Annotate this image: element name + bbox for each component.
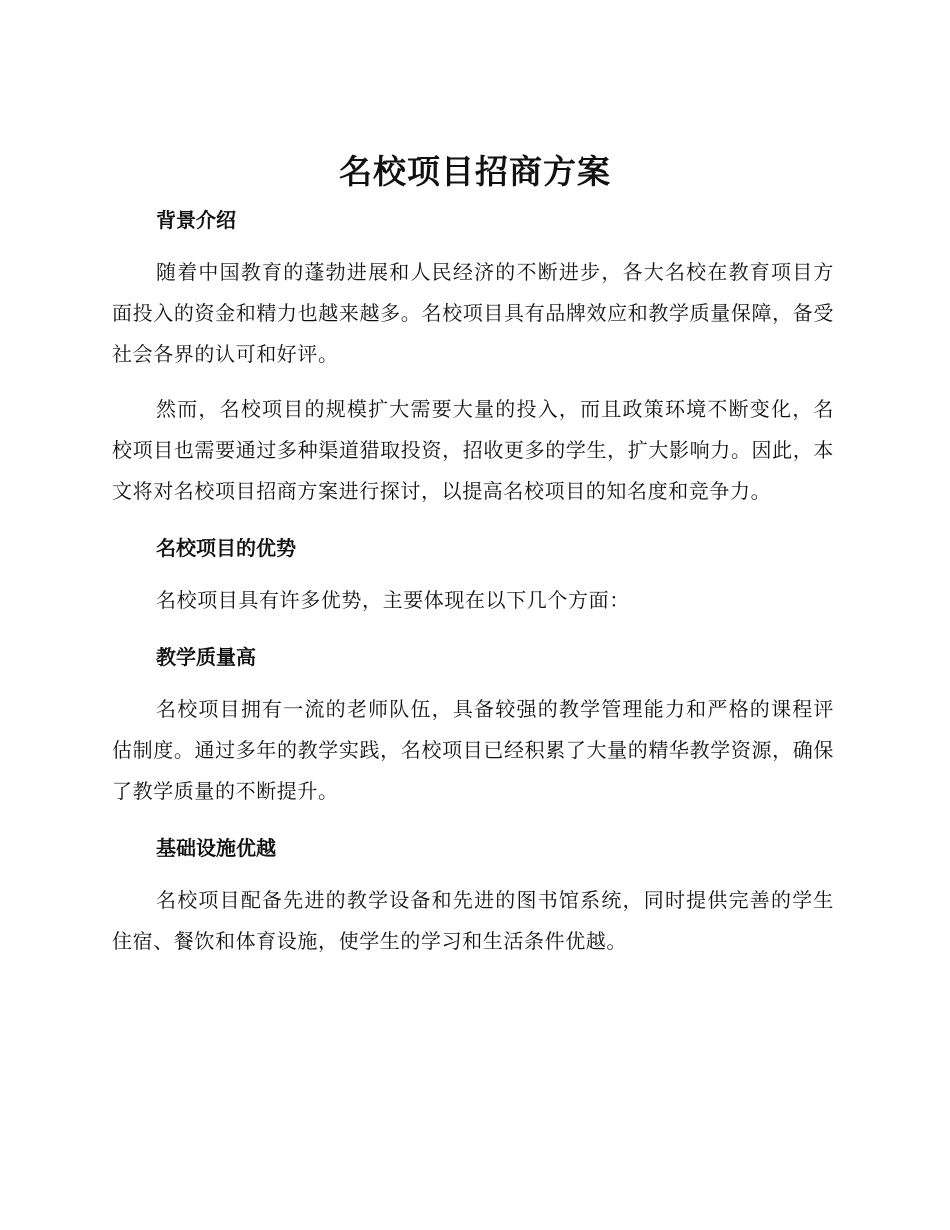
document-title: 名校项目招商方案 bbox=[339, 152, 611, 191]
section-heading-background: 背景介绍 bbox=[156, 208, 236, 232]
section-heading-teaching-quality: 教学质量高 bbox=[156, 645, 256, 669]
section-heading-facilities: 基础设施优越 bbox=[156, 836, 276, 860]
paragraph-background-1: 随着中国教育的蓬勃进展和人民经济的不断进步，各大名校在教育项目方面投入的资金和精力也越来越多。名校项目具有品牌效应和教学质量保障，备受社会各界的认可和好评。 bbox=[112, 260, 834, 366]
paragraph-facilities-1: 名校项目配备先进的教学设备和先进的图书馆系统，同时提供完善的学生住宿、餐饮和体育设施，使学生的学习和生活条件优越。 bbox=[112, 888, 834, 953]
paragraph-advantages-1: 名校项目具有许多优势，主要体现在以下几个方面： bbox=[156, 588, 630, 612]
document-body bbox=[112, 202, 834, 962]
paragraph-teaching-quality-1: 名校项目拥有一流的老师队伍，具备较强的教学管理能力和严格的课程评估制度。通过多年的教学实践，名校项目已经积累了大量的精华教学资源，确保了教学质量的不断提升。 bbox=[112, 697, 834, 803]
section-heading-advantages: 名校项目的优势 bbox=[156, 536, 296, 560]
paragraph-background-2: 然而，名校项目的规模扩大需要大量的投入，而且政策环境不断变化，名校项目也需要通过多种渠道猎取投资，招收更多的学生，扩大影响力。因此，本文将对名校项目招商方案进行探讨，以提高名校项目的知名度和竞争力。 bbox=[112, 397, 834, 503]
